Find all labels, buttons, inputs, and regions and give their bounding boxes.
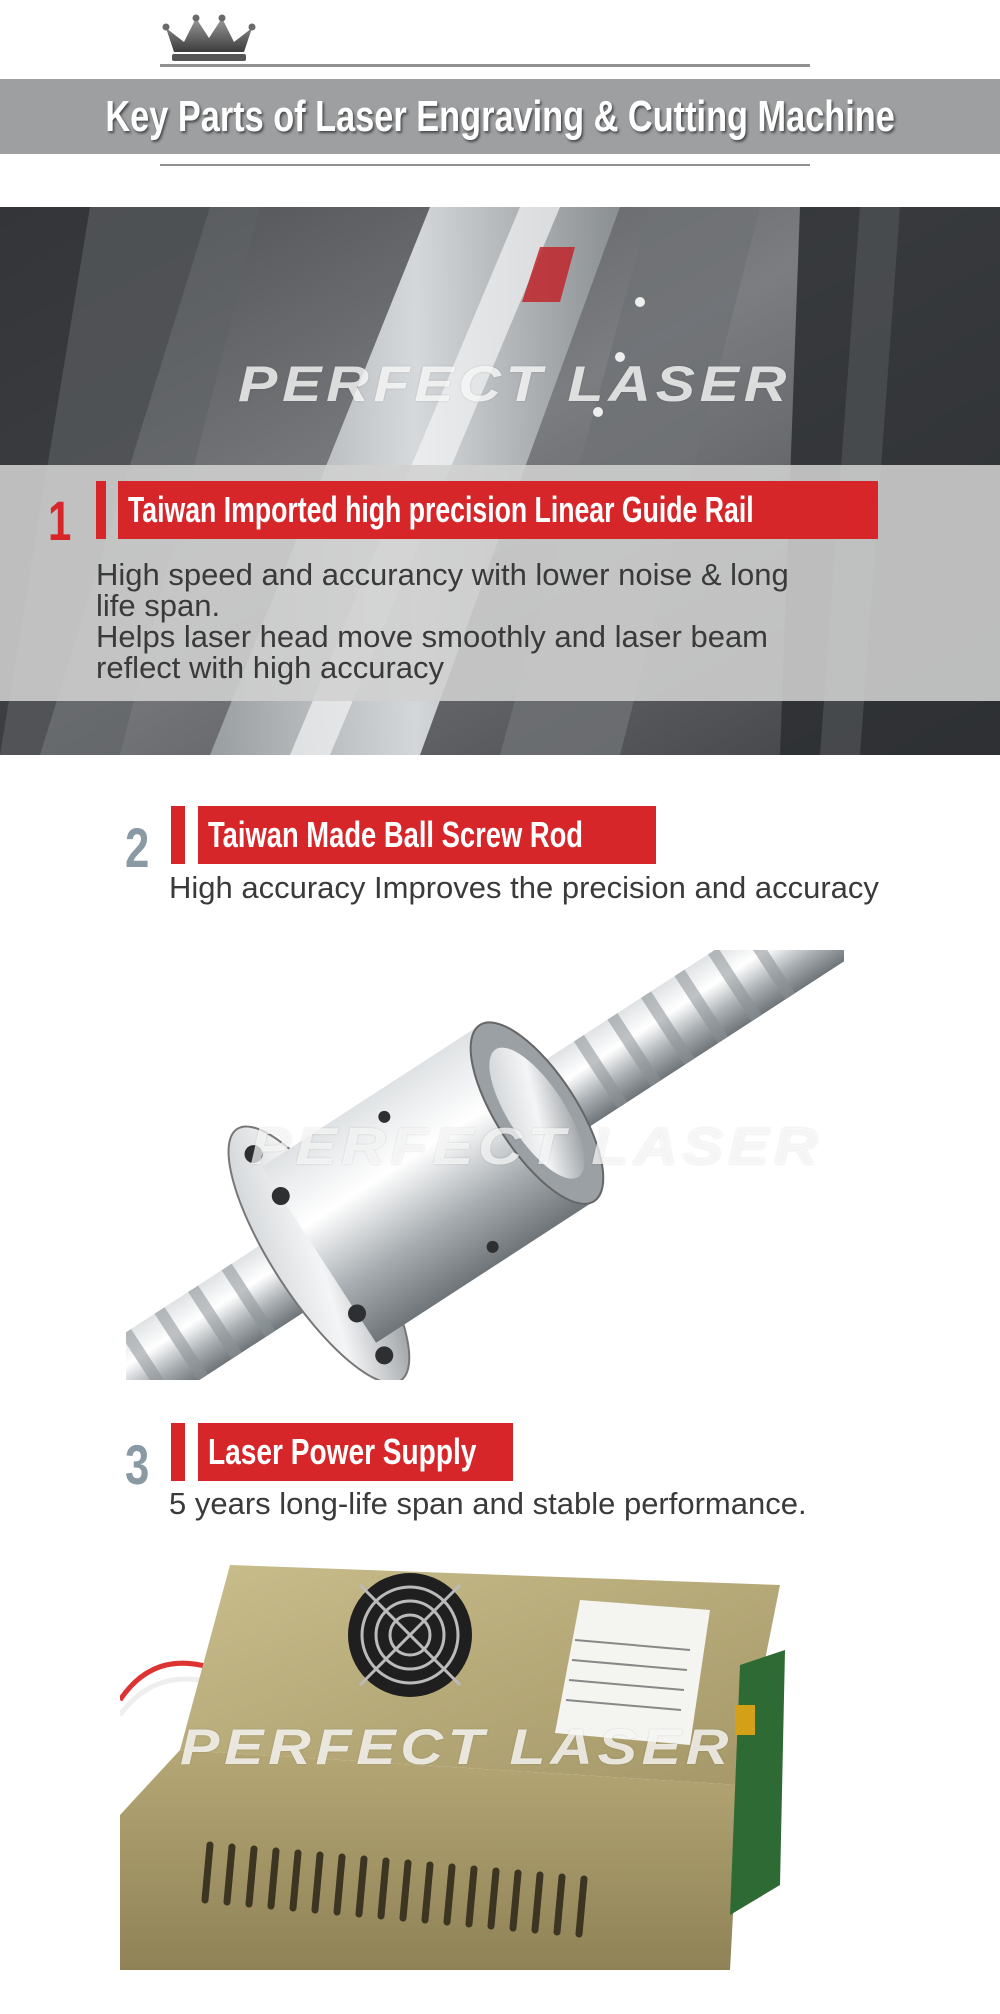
- section-2-title-text: Taiwan Made Ball Screw Rod: [208, 814, 584, 855]
- brand-watermark: PERFECT LASER: [238, 356, 792, 412]
- section-1-title-text: Taiwan Imported high precision Linear Guide Rail: [128, 489, 754, 530]
- section-3-title-text: Laser Power Supply: [208, 1431, 477, 1472]
- section-2-description: High accuracy Improves the precision and accuracy: [169, 870, 879, 905]
- section-3-number: 3: [125, 1433, 150, 1496]
- page-title: Key Parts of Laser Engraving & Cutting Machine: [105, 91, 895, 141]
- section-3-title: [198, 1423, 513, 1481]
- section-2-number: 2: [125, 816, 150, 879]
- section-1-title: [118, 481, 878, 539]
- header-band: [0, 79, 1000, 154]
- section-1-description-line: reflect with high accuracy: [96, 650, 445, 685]
- section-1-description: [96, 559, 896, 683]
- section-3-description: 5 years long-life span and stable performance.: [169, 1486, 807, 1521]
- header-divider-top: [160, 64, 810, 67]
- section-3-accent-bar: [171, 1423, 185, 1481]
- header-divider-bottom: [160, 164, 810, 166]
- section-2-title: [198, 806, 656, 864]
- section-1-accent-bar: [96, 481, 106, 539]
- brand-watermark: PERFECT LASER: [180, 1719, 734, 1775]
- section-1-description-line: Helps laser head move smoothly and laser beam: [96, 619, 769, 654]
- section-1-description-line: High speed and accurancy with lower noise & long: [96, 557, 789, 592]
- section-1-description-line: life span.: [96, 588, 221, 623]
- section-1-number: 1: [48, 489, 72, 552]
- brand-watermark: PERFECT LASER: [250, 1118, 823, 1176]
- crown-icon: [160, 14, 258, 62]
- section-2-accent-bar: [171, 806, 185, 864]
